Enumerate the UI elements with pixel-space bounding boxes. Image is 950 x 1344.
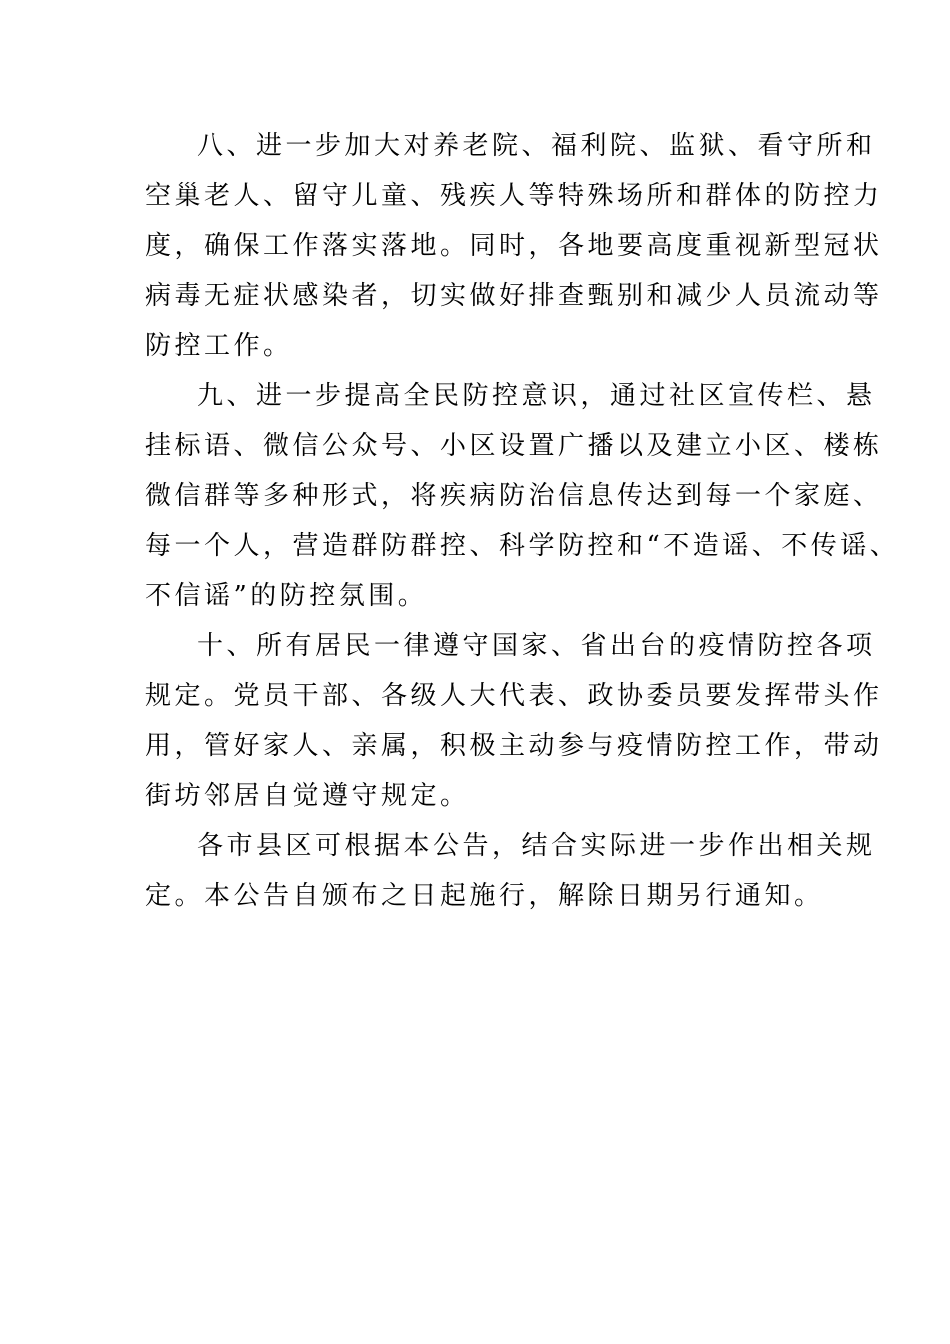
- paragraph-8-line-5: 防控工作。: [145, 331, 293, 361]
- paragraph-8-line-2: 空巢老人、留守儿童、残疾人等特殊场所和群体的防控力: [145, 181, 883, 211]
- paragraph-10-line-4: 街坊邻居自觉遵守规定。: [145, 781, 470, 811]
- paragraph-10-line-3: 用，管好家人、亲属，积极主动参与疫情防控工作，带动: [145, 731, 883, 761]
- paragraph-9-line-1: 九、进一步提高全民防控意识，通过社区宣传栏、悬: [197, 381, 876, 411]
- paragraph-9-line-4: 每一个人，营造群防群控、科学防控和“不造谣、不传谣、: [145, 531, 900, 561]
- paragraph-9-line-2: 挂标语、微信公众号、小区设置广播以及建立小区、楼栋: [145, 431, 883, 461]
- paragraph-9-line-5: 不信谣”的防控氛围。: [145, 581, 428, 611]
- paragraph-10-line-1: 十、所有居民一律遵守国家、省出台的疫情防控各项: [197, 631, 876, 661]
- closing-paragraph-line-1: 各市县区可根据本公告，结合实际进一步作出相关规: [197, 831, 876, 861]
- paragraph-8-line-4: 病毒无症状感染者，切实做好排查甄别和减少人员流动等: [145, 281, 883, 311]
- closing-paragraph-line-2: 定。本公告自颁布之日起施行，解除日期另行通知。: [145, 881, 824, 911]
- paragraph-10-line-2: 规定。党员干部、各级人大代表、政协委员要发挥带头作: [145, 681, 883, 711]
- paragraph-8-line-1: 八、进一步加大对养老院、福利院、监狱、看守所和: [197, 131, 876, 161]
- paragraph-8-line-3: 度，确保工作落实落地。同时，各地要高度重视新型冠状: [145, 231, 883, 261]
- paragraph-9-line-3: 微信群等多种形式，将疾病防治信息传达到每一个家庭、: [145, 481, 883, 511]
